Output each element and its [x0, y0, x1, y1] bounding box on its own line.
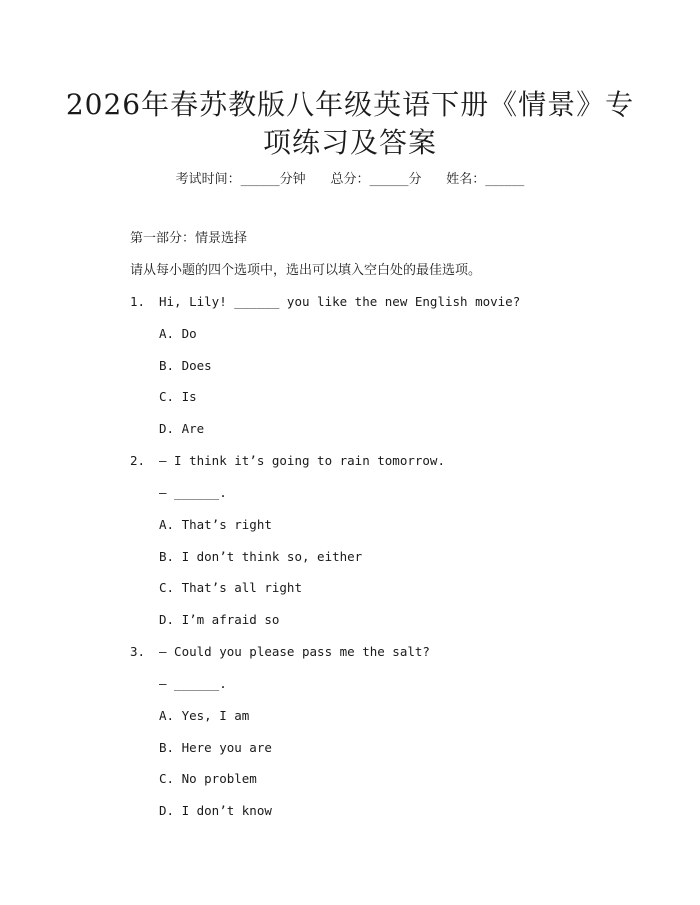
question-2-option-b: B. I don’t think so, either [159, 549, 363, 564]
question-3-number: 3. [130, 644, 146, 659]
question-2-stem: — I think it’s going to rain tomorrow. [159, 453, 445, 468]
question-2-option-d: D. I’m afraid so [159, 612, 280, 627]
question-3-option-c: C. No problem [159, 771, 257, 786]
question-3-response: — ______. [159, 676, 227, 691]
page-title-line-2: 项练习及答案 [262, 126, 437, 159]
question-1-option-a: A. Do [159, 326, 197, 341]
question-3-option-b: B. Here you are [159, 740, 272, 755]
student-name-field: 姓名：______ [446, 172, 525, 187]
exam-info-line [0, 168, 700, 187]
exam-time-field: 考试时间：______分钟 [175, 172, 306, 187]
question-3-option-a: A. Yes, I am [159, 708, 250, 723]
total-score-field: 总分：______分 [330, 172, 422, 187]
question-2-option-c: C. That’s all right [159, 580, 302, 595]
question-2-option-a: A. That’s right [159, 517, 272, 532]
question-1-number: 1. [130, 294, 146, 309]
question-1-option-d: D. Are [159, 421, 205, 436]
question-2-number: 2. [130, 453, 146, 468]
page-title-line-1: 2026年春苏教版八年级英语下册《情景》专 [65, 88, 635, 121]
question-1-option-b: B. Does [159, 358, 212, 373]
question-1-option-c: C. Is [159, 389, 197, 404]
question-3-stem: — Could you please pass me the salt? [159, 644, 430, 659]
section-instruction: 请从每小题的四个选项中，选出可以填入空白处的最佳选项。 [130, 263, 482, 278]
question-1-stem: Hi, Lily! ______ you like the new English movie? [159, 294, 521, 309]
question-3-option-d: D. I don’t know [159, 803, 272, 818]
question-2-response: — ______. [159, 485, 227, 500]
section-title: 第一部分：情景选择 [130, 231, 248, 246]
